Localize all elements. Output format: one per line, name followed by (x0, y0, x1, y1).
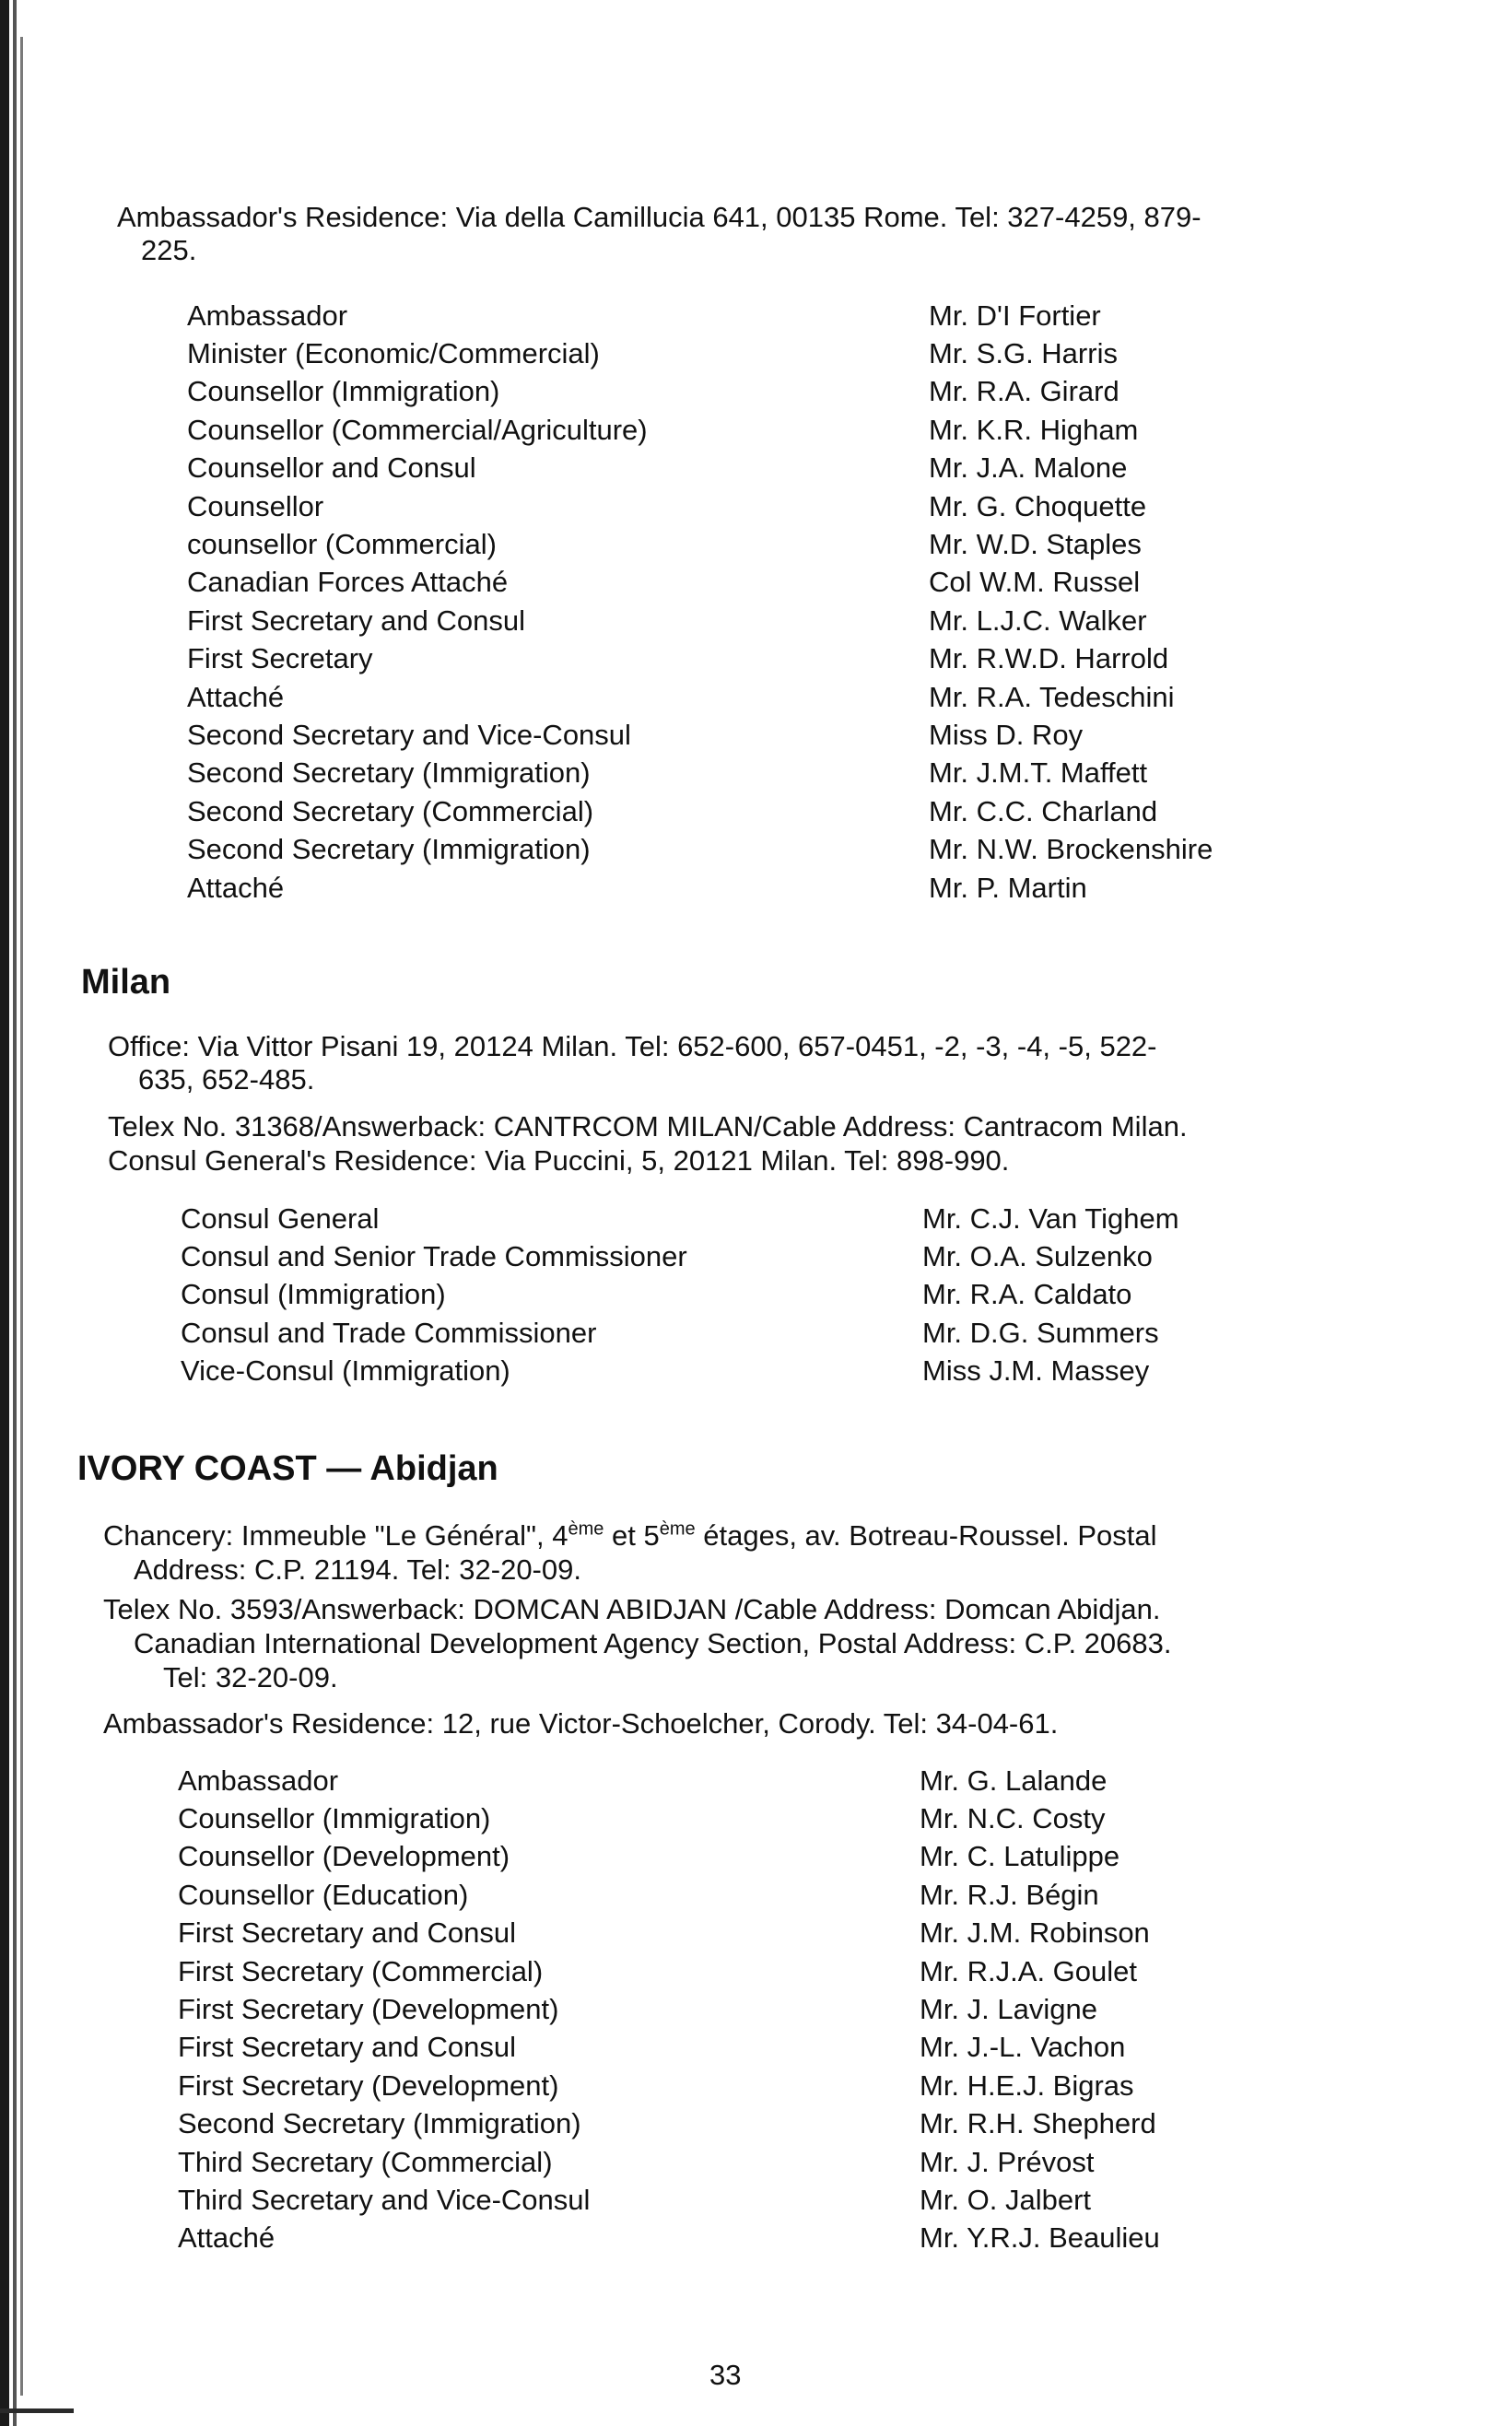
ivory-coast-cida-line-2: Tel: 32-20-09. (163, 1661, 338, 1694)
staff-row (181, 1314, 1179, 1352)
staff-title: Attaché (178, 2221, 275, 2255)
chancery-superscript-1: ème (568, 1518, 604, 1540)
staff-name: Mr. K.R. Higham (929, 413, 1139, 446)
staff-title: Ambassador (178, 1764, 339, 1797)
staff-name: Miss J.M. Massey (922, 1354, 1150, 1388)
staff-row (178, 1762, 1160, 1799)
staff-title: Second Secretary and Vice-Consul (187, 718, 631, 751)
staff-title: Counsellor (Development) (178, 1840, 510, 1873)
scan-binding-line (20, 37, 23, 2396)
staff-row (187, 640, 1213, 678)
staff-name: Col W.M. Russel (929, 566, 1141, 599)
ivory-coast-cida-line-1: Canadian International Development Agency Section, Postal Address: C.P. 20683. (134, 1627, 1172, 1659)
staff-row (187, 450, 1213, 487)
staff-title: Third Secretary and Vice-Consul (178, 2183, 591, 2216)
staff-title: Canadian Forces Attaché (187, 566, 509, 599)
staff-name: Mr. D.G. Summers (922, 1316, 1159, 1349)
staff-row (181, 1200, 1179, 1237)
staff-title: Counsellor and Consul (187, 451, 476, 485)
staff-title: First Secretary (187, 642, 373, 675)
staff-name: Mr. P. Martin (929, 871, 1087, 904)
milan-heading: Milan (81, 963, 171, 1002)
staff-title: First Secretary (Development) (178, 1993, 559, 2026)
staff-row (187, 525, 1213, 563)
staff-name: Mr. J.A. Malone (929, 451, 1128, 485)
staff-name: Mr. C.C. Charland (929, 794, 1158, 827)
staff-name: Mr. W.D. Staples (929, 528, 1142, 561)
page-number: 33 (709, 2359, 742, 2391)
staff-row (187, 297, 1213, 334)
staff-title: Counsellor (187, 489, 324, 522)
staff-name: Mr. G. Lalande (920, 1764, 1108, 1797)
staff-row (178, 1990, 1160, 2028)
scan-binding-shadow (13, 0, 17, 2426)
staff-title: Attaché (187, 871, 285, 904)
staff-title: Consul and Trade Commissioner (181, 1316, 597, 1349)
staff-title: Second Secretary (Immigration) (178, 2107, 581, 2140)
milan-residence: Consul General's Residence: Via Puccini, 5, 20121 Milan. Tel: 898-990. (108, 1144, 1010, 1177)
staff-row (187, 564, 1213, 602)
staff-name: Mr. R.A. Girard (929, 375, 1119, 408)
staff-row (187, 334, 1213, 372)
staff-title: Second Secretary (Immigration) (187, 833, 591, 866)
staff-name: Mr. G. Choquette (929, 489, 1147, 522)
ivory-coast-chancery (103, 1519, 1156, 1553)
staff-name: Mr. J.-L. Vachon (920, 2031, 1126, 2064)
staff-name: Mr. L.J.C. Walker (929, 604, 1147, 637)
staff-title: First Secretary and Consul (178, 2031, 516, 2064)
staff-name: Mr. C.J. Van Tighem (922, 1201, 1179, 1235)
milan-staff-list (181, 1200, 1179, 1390)
staff-title: Second Secretary (Commercial) (187, 794, 594, 827)
staff-row (187, 869, 1213, 907)
ivory-coast-heading: IVORY COAST — Abidjan (77, 1449, 498, 1488)
staff-name: Mr. R.A. Tedeschini (929, 680, 1175, 713)
staff-row (187, 373, 1213, 411)
staff-row (187, 755, 1213, 792)
staff-row (178, 2105, 1160, 2143)
ivory-coast-staff-list (178, 1762, 1160, 2257)
staff-title: First Secretary and Consul (187, 604, 525, 637)
staff-name: Mr. D'I Fortier (929, 299, 1101, 332)
staff-row (178, 2220, 1160, 2257)
staff-row (178, 1876, 1160, 1914)
ivory-coast-telex: Telex No. 3593/Answerback: DOMCAN ABIDJAN /Cable Address: Domcan Abidjan. (103, 1593, 1161, 1625)
staff-title: First Secretary and Consul (178, 1916, 516, 1950)
staff-name: Mr. R.H. Shepherd (920, 2107, 1156, 2140)
staff-title: Consul and Senior Trade Commissioner (181, 1240, 687, 1273)
staff-row (178, 2067, 1160, 2104)
staff-title: Ambassador (187, 299, 348, 332)
staff-name: Mr. J.M. Robinson (920, 1916, 1150, 1950)
chancery-text-3: étages, av. Botreau-Roussel. Postal (695, 1519, 1157, 1552)
staff-row (178, 2181, 1160, 2219)
milan-telex: Telex No. 31368/Answerback: CANTRCOM MILAN/Cable Address: Cantracom Milan. (108, 1110, 1188, 1143)
staff-name: Mr. C. Latulippe (920, 1840, 1120, 1873)
chancery-text-2: et 5 (604, 1519, 660, 1552)
staff-row (178, 1952, 1160, 1990)
staff-row (187, 487, 1213, 525)
staff-name: Mr. R.J.A. Goulet (920, 1954, 1138, 1987)
staff-row (178, 2029, 1160, 2067)
staff-title: Attaché (187, 680, 285, 713)
staff-title: Consul General (181, 1201, 380, 1235)
staff-row (178, 2143, 1160, 2181)
staff-title: Counsellor (Education) (178, 1878, 469, 1911)
staff-title: counsellor (Commercial) (187, 528, 497, 561)
staff-name: Mr. O. Jalbert (920, 2183, 1092, 2216)
staff-row (187, 830, 1213, 868)
staff-name: Mr. J. Lavigne (920, 1993, 1097, 2026)
staff-name: Mr. Y.R.J. Beaulieu (920, 2221, 1160, 2255)
scan-binding-edge (0, 0, 9, 2426)
rome-residence-line-1: Ambassador's Residence: Via della Camillucia 641, 00135 Rome. Tel: 327-4259, 879- (117, 201, 1201, 233)
staff-row (187, 792, 1213, 830)
staff-title: Vice-Consul (Immigration) (181, 1354, 510, 1388)
staff-title: Counsellor (Immigration) (178, 1802, 491, 1835)
staff-title: Minister (Economic/Commercial) (187, 337, 600, 370)
staff-title: First Secretary (Commercial) (178, 1954, 544, 1987)
ivory-coast-residence: Ambassador's Residence: 12, rue Victor-Schoelcher, Corody. Tel: 34-04-61. (103, 1707, 1059, 1740)
staff-name: Mr. R.W.D. Harrold (929, 642, 1169, 675)
staff-name: Mr. N.W. Brockenshire (929, 833, 1213, 866)
chancery-text-1: Chancery: Immeuble "Le Général", 4 (103, 1519, 568, 1552)
staff-row (178, 1838, 1160, 1876)
rome-residence-line-2: 225. (141, 234, 197, 266)
staff-row (187, 678, 1213, 716)
milan-office-line-1: Office: Via Vittor Pisani 19, 20124 Milan. Tel: 652-600, 657-0451, -2, -3, -4, -5, 522- (108, 1030, 1157, 1062)
staff-name: Mr. J.M.T. Maffett (929, 756, 1148, 790)
staff-name: Mr. R.A. Caldato (922, 1278, 1132, 1311)
staff-title: Third Secretary (Commercial) (178, 2145, 553, 2178)
staff-name: Mr. O.A. Sulzenko (922, 1240, 1153, 1273)
staff-title: Counsellor (Immigration) (187, 375, 500, 408)
staff-row (181, 1276, 1179, 1314)
staff-title: Second Secretary (Immigration) (187, 756, 591, 790)
staff-row (187, 716, 1213, 754)
staff-title: First Secretary (Development) (178, 2069, 559, 2102)
ivory-coast-postal: Address: C.P. 21194. Tel: 32-20-09. (134, 1553, 581, 1586)
staff-name: Mr. N.C. Costy (920, 1802, 1106, 1835)
staff-row (178, 1915, 1160, 1952)
staff-row (187, 411, 1213, 449)
staff-name: Mr. H.E.J. Bigras (920, 2069, 1134, 2102)
staff-title: Consul (Immigration) (181, 1278, 446, 1311)
staff-row (181, 1353, 1179, 1390)
staff-name: Mr. R.J. Bégin (920, 1878, 1099, 1911)
staff-row (178, 1799, 1160, 1837)
staff-name: Miss D. Roy (929, 718, 1084, 751)
staff-name: Mr. S.G. Harris (929, 337, 1118, 370)
rome-staff-list (187, 297, 1213, 907)
staff-title: Counsellor (Commercial/Agriculture) (187, 413, 648, 446)
scan-bottom-mark (0, 2408, 74, 2413)
staff-name: Mr. J. Prévost (920, 2145, 1095, 2178)
staff-row (187, 602, 1213, 639)
milan-office-line-2: 635, 652-485. (138, 1063, 315, 1096)
staff-row (181, 1237, 1179, 1275)
chancery-superscript-2: ème (659, 1518, 696, 1540)
